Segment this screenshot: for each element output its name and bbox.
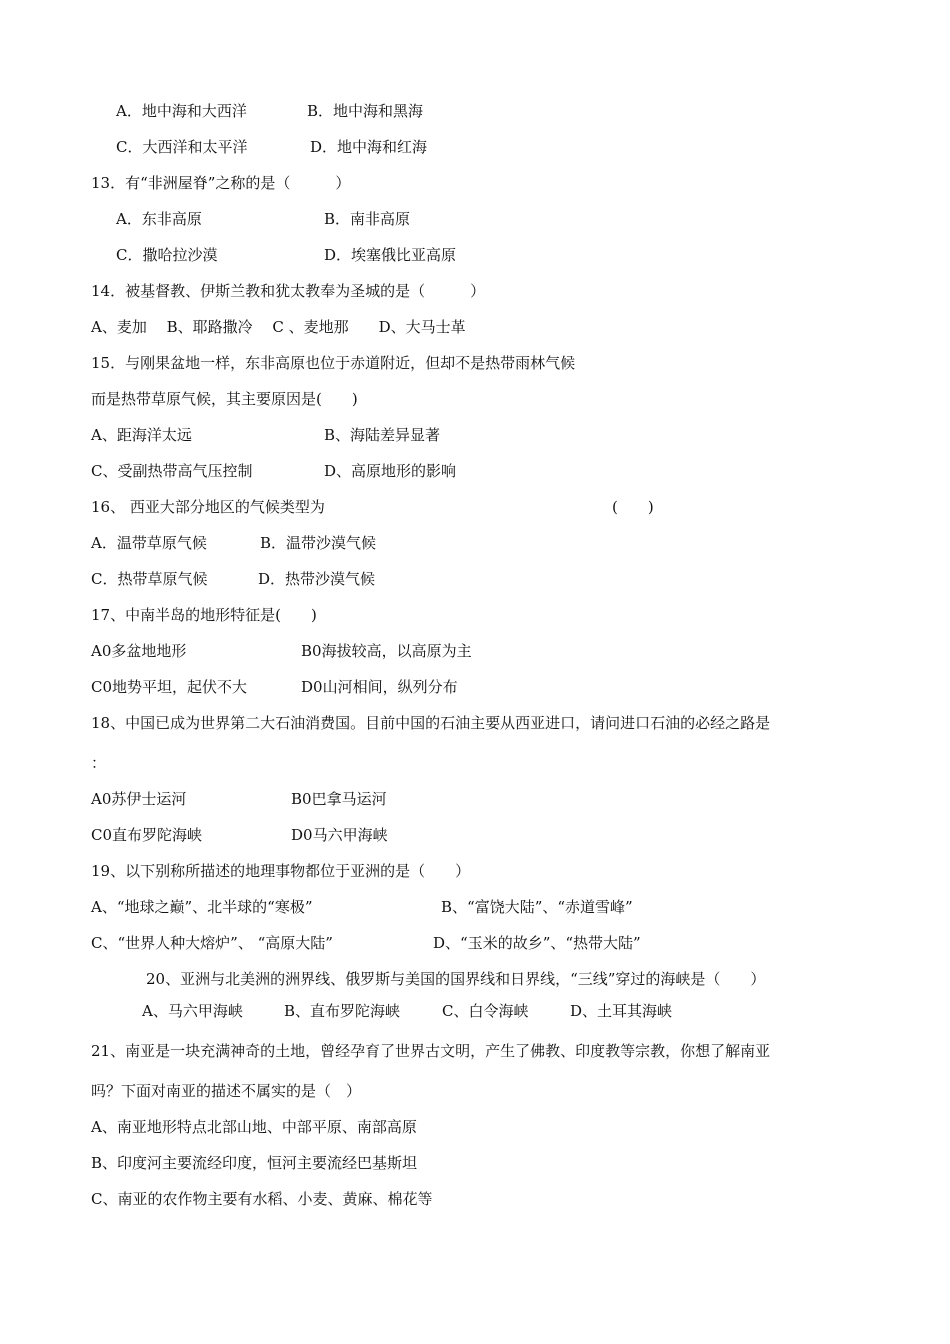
option-a: A、距海洋太远 bbox=[91, 426, 192, 444]
option-b: B、“富饶大陆”、“赤道雪峰” bbox=[441, 898, 633, 916]
option-d: D、高原地形的影响 bbox=[324, 462, 457, 480]
option-c: C0直布罗陀海峡 bbox=[91, 826, 203, 844]
option-b: B．温带沙漠气候 bbox=[260, 534, 377, 552]
option-a: A、南亚地形特点北部山地、中部平原、南部高原 bbox=[91, 1118, 417, 1136]
option-b: B．地中海和黑海 bbox=[307, 102, 424, 120]
option-d: D．热带沙漠气候 bbox=[258, 570, 376, 588]
option-c: C．热带草原气候 bbox=[91, 570, 208, 588]
option-b: B0巴拿马运河 bbox=[291, 790, 387, 808]
option-d: D．埃塞俄比亚高原 bbox=[324, 246, 457, 264]
option-b: B、直布罗陀海峡 bbox=[284, 1002, 401, 1020]
option-a: A0多盆地地形 bbox=[91, 642, 187, 660]
option-c: C．大西洋和太平洋 bbox=[116, 138, 248, 156]
option-d: D0马六甲海峡 bbox=[291, 826, 388, 844]
option-c: C．撒哈拉沙漠 bbox=[116, 246, 218, 264]
question-15-cont: 而是热带草原气候，其主要原因是( ) bbox=[91, 390, 358, 408]
question-13: 13．有“非洲屋脊”之称的是（ ） bbox=[91, 174, 351, 192]
option-b: B、海陆差异显著 bbox=[324, 426, 441, 444]
option-a: A0苏伊士运河 bbox=[91, 790, 187, 808]
question-17: 17、中南半岛的地形特征是( ) bbox=[91, 606, 317, 624]
question-18-cont: ： bbox=[91, 754, 107, 772]
option-a: A、“地球之巅”、北半球的“寒极” bbox=[91, 898, 313, 916]
option-b: B．南非高原 bbox=[324, 210, 411, 228]
question-19: 19、以下别称所描述的地理事物都位于亚洲的是（ ） bbox=[91, 862, 471, 880]
question-21: 21、南亚是一块充满神奇的土地，曾经孕育了世界古文明，产生了佛教、印度教等宗教，你想了解南亚 bbox=[91, 1042, 771, 1060]
answer-bracket: ( ) bbox=[612, 498, 654, 516]
question-16: 16、 西亚大部分地区的气候类型为 bbox=[91, 498, 325, 516]
option-b: B0海拔较高，以高原为主 bbox=[301, 642, 472, 660]
option-a: A．地中海和大西洋 bbox=[116, 102, 247, 120]
question-15: 15．与刚果盆地一样，东非高原也位于赤道附近，但却不是热带雨林气候 bbox=[91, 354, 576, 372]
option-c: C、南亚的农作物主要有水稻、小麦、黄麻、棉花等 bbox=[91, 1190, 433, 1208]
option-c: C0地势平坦，起伏不大 bbox=[91, 678, 248, 696]
question-20: 20、亚洲与北美洲的洲界线、俄罗斯与美国的国界线和日界线，“三线”穿过的海峡是（ ） bbox=[146, 970, 766, 988]
question-14-options: A、麦加 B、耶路撒冷 C 、麦地那 D、大马士革 bbox=[91, 318, 466, 336]
option-c: C、受副热带高气压控制 bbox=[91, 462, 253, 480]
option-a: A．东非高原 bbox=[116, 210, 202, 228]
option-a: A．温带草原气候 bbox=[91, 534, 207, 552]
question-21-cont: 吗？下面对南亚的描述不属实的是（ ） bbox=[91, 1082, 362, 1100]
option-d: D0山河相间，纵列分布 bbox=[301, 678, 458, 696]
question-18: 18、中国已成为世界第二大石油消费国。目前中国的石油主要从西亚进口，请问进口石油的必经之路是 bbox=[91, 714, 771, 732]
option-c: C、白令海峡 bbox=[442, 1002, 529, 1020]
option-b: B、印度河主要流经印度，恒河主要流经巴基斯坦 bbox=[91, 1154, 418, 1172]
option-d: D、土耳其海峡 bbox=[570, 1002, 673, 1020]
option-d: D、“玉米的故乡”、“热带大陆” bbox=[433, 934, 641, 952]
option-a: A、马六甲海峡 bbox=[142, 1002, 243, 1020]
option-c: C、“世界人种大熔炉”、 “高原大陆” bbox=[91, 934, 333, 952]
option-d: D．地中海和红海 bbox=[310, 138, 428, 156]
question-14: 14．被基督教、伊斯兰教和犹太教奉为圣城的是（ ） bbox=[91, 282, 486, 300]
